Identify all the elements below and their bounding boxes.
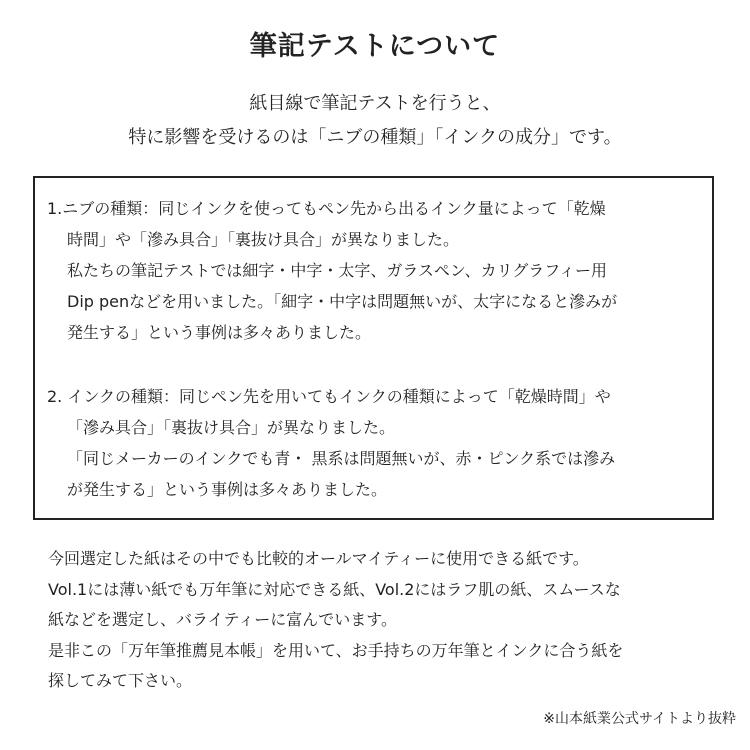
note-line: Dip penなどを用いました。「細字・中字は問題無いが、太字になると滲みが xyxy=(67,292,618,311)
paragraph-line: Vol.1には薄い紙でも万年筆に対応できる紙、Vol.2にはラフ肌の紙、スムースな xyxy=(48,579,621,599)
note-line: 「滲み具合」「裏抜け具合」が異なりました。 xyxy=(67,418,396,437)
note-line: 私たちの筆記テストでは細字・中字・太字、ガラスペン、カリグラフィー用 xyxy=(67,261,608,280)
note-line: 発生する」という事例は多々ありました。 xyxy=(67,323,372,342)
note-line: 時間」や「滲み具合」「裏抜け具合」が異なりました。 xyxy=(67,230,460,249)
note-line: 「同じメーカーのインクでも青・ 黒系は問題無いが、赤・ピンク系では滲み xyxy=(67,449,616,468)
note-line: 1.ニブの種類：同じインクを使ってもペン先から出るインク量によって「乾燥 xyxy=(47,199,606,218)
source-note: ※山本紙業公式サイトより抜粋 xyxy=(543,711,736,727)
paragraph-line: 紙などを選定し、バライティーに富んでいます。 xyxy=(48,610,397,629)
page-title: 筆記テストについて xyxy=(249,31,501,62)
nib-type-note xyxy=(47,193,712,348)
ink-type-note xyxy=(47,381,712,505)
paragraph-line: 今回選定した紙はその中でも比較的オールマイティーに使用できる紙です。 xyxy=(48,549,589,568)
intro-line: 特に影響を受けるのは「ニブの種類」「インクの成分」です。 xyxy=(128,127,622,148)
paragraph-line: 是非この「万年筆推薦見本帳」を用いて、お手持ちの万年筆とインクに合う紙を xyxy=(48,640,624,660)
selection-paragraph xyxy=(48,544,728,697)
note-line: 2. インクの種類：同じペン先を用いてもインクの種類によって「乾燥時間」や xyxy=(47,387,611,406)
note-line: が発生する」という事例は多々ありました。 xyxy=(67,480,388,499)
notes-box xyxy=(33,176,714,520)
intro-line: 紙目線で筆記テストを行うと、 xyxy=(249,93,501,114)
intro-text xyxy=(0,87,750,155)
paragraph-line: 探してみて下さい。 xyxy=(48,671,193,690)
